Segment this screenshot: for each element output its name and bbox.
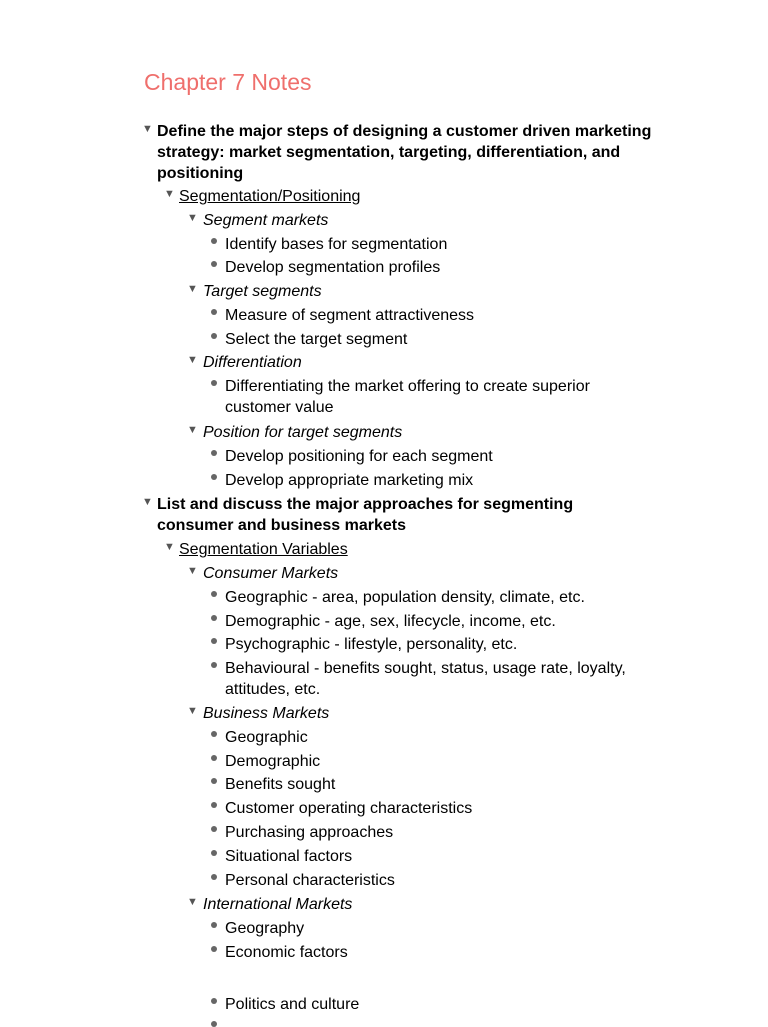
list-item-text: Develop segmentation profiles: [225, 259, 441, 276]
disclosure-triangle-icon[interactable]: ▼: [187, 212, 198, 224]
disclosure-triangle-icon[interactable]: ▼: [187, 424, 198, 436]
page-title: Chapter 7 Notes: [144, 69, 312, 95]
bullet-icon: [211, 591, 217, 597]
subheading-label: Segmentation/Positioning: [179, 188, 361, 205]
list-item-text: Measure of segment attractiveness: [225, 307, 475, 324]
list-item-text: Purchasing approaches: [225, 824, 394, 841]
bullet-icon: [211, 474, 217, 480]
list-item-text: Geographic - area, population density, climate, etc.: [225, 589, 585, 606]
heading-line: positioning: [157, 165, 244, 182]
list-item-text: Develop positioning for each segment: [225, 448, 493, 465]
list-item-text: Economic factors: [225, 944, 348, 961]
bullet-icon: [211, 874, 217, 880]
bullet-icon: [211, 261, 217, 267]
bullet-icon: [211, 333, 217, 339]
list-item-text: Differentiating the market offering to create superior: [225, 378, 590, 395]
bullet-icon: [211, 946, 217, 952]
bullet-icon: [211, 238, 217, 244]
list-item-text: Identify bases for segmentation: [225, 236, 448, 253]
group-label: Differentiation: [203, 354, 302, 371]
bullet-icon: [211, 802, 217, 808]
bullet-icon: [211, 638, 217, 644]
group-label: Target segments: [203, 283, 322, 300]
disclosure-triangle-icon[interactable]: ▼: [187, 896, 198, 908]
list-item-text: Benefits sought: [225, 776, 336, 793]
list-item-text: Geography: [225, 920, 305, 937]
heading-line: List and discuss the major approaches for segmenting: [157, 496, 574, 513]
heading-line: Define the major steps of designing a customer driven marketing: [157, 123, 652, 140]
list-item-text: attitudes, etc.: [225, 681, 321, 698]
bullet-icon: [211, 850, 217, 856]
bullet-icon: [211, 778, 217, 784]
bullet-icon: [211, 309, 217, 315]
group-label: Business Markets: [203, 705, 330, 722]
bullet-icon: [211, 380, 217, 386]
disclosure-triangle-icon[interactable]: ▼: [187, 705, 198, 717]
list-item-text: Select the target segment: [225, 331, 408, 348]
list-item-text: Personal characteristics: [225, 872, 395, 889]
list-item-text: Politics and culture: [225, 996, 360, 1013]
group-label: Position for target segments: [203, 424, 403, 441]
bullet-icon: [211, 450, 217, 456]
bullet-icon: [211, 826, 217, 832]
heading-line: strategy: market segmentation, targeting, differentiation, and: [157, 144, 621, 161]
bullet-icon: [211, 731, 217, 737]
bullet-icon: [211, 922, 217, 928]
list-item-text: Demographic: [225, 753, 321, 770]
disclosure-triangle-icon[interactable]: ▼: [187, 283, 198, 295]
disclosure-triangle-icon[interactable]: ▼: [142, 123, 153, 135]
disclosure-triangle-icon[interactable]: ▼: [187, 354, 198, 366]
group-label: Segment markets: [203, 212, 329, 229]
list-item-text: Customer operating characteristics: [225, 800, 473, 817]
list-item-text: Psychographic - lifestyle, personality, etc.: [225, 636, 518, 653]
subheading-label: Segmentation Variables: [179, 541, 348, 558]
list-item-text: Situational factors: [225, 848, 353, 865]
bullet-icon: [211, 1021, 217, 1027]
list-item-text: Demographic - age, sex, lifecycle, income, etc.: [225, 613, 556, 630]
group-label: International Markets: [203, 896, 353, 913]
group-label: Consumer Markets: [203, 565, 339, 582]
list-item-text: Develop appropriate marketing mix: [225, 472, 474, 489]
bullet-icon: [211, 998, 217, 1004]
bullet-icon: [211, 662, 217, 668]
disclosure-triangle-icon[interactable]: ▼: [142, 496, 153, 508]
list-item-text: Geographic: [225, 729, 308, 746]
bullet-icon: [211, 755, 217, 761]
list-item-text: Behavioural - benefits sought, status, usage rate, loyalty,: [225, 660, 626, 677]
disclosure-triangle-icon[interactable]: ▼: [187, 565, 198, 577]
bullet-icon: [211, 615, 217, 621]
list-item-text: customer value: [225, 399, 334, 416]
disclosure-triangle-icon[interactable]: ▼: [164, 188, 175, 200]
disclosure-triangle-icon[interactable]: ▼: [164, 541, 175, 553]
heading-line: consumer and business markets: [157, 517, 406, 534]
